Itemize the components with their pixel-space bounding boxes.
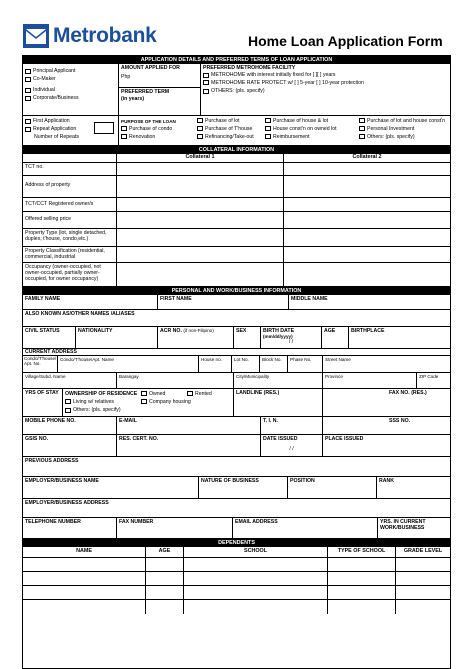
place-issued-field[interactable]: PLACE ISSUED xyxy=(325,436,364,442)
name-row xyxy=(23,295,450,310)
purpose-condo-option[interactable]: Purchase of condo xyxy=(121,126,197,132)
purpose-lot-house-construction-option[interactable]: Purchase of lot and house const'n xyxy=(359,118,445,124)
checkbox-icon[interactable] xyxy=(203,89,209,94)
dependents-header-row xyxy=(23,547,450,558)
middle-name-field[interactable]: MIDDLE NAME xyxy=(291,296,328,302)
checkbox-icon[interactable] xyxy=(197,126,203,131)
zip-code-field[interactable]: ZIP Code xyxy=(419,374,439,379)
collateral-row: Property Classification (residential, commercial, industrial xyxy=(23,247,450,263)
first-application-option[interactable]: First Application xyxy=(25,117,116,125)
collateral-1-input[interactable] xyxy=(117,198,284,211)
table-row xyxy=(23,586,450,600)
nationality-field[interactable]: NATIONALITY xyxy=(76,327,158,348)
dependent-name-input[interactable] xyxy=(23,572,146,585)
checkbox-icon[interactable] xyxy=(25,119,31,124)
repeats-input[interactable] xyxy=(94,122,114,134)
collateral-2-input[interactable] xyxy=(284,247,450,262)
term-field[interactable]: PREFERRED TERM (in years) xyxy=(121,89,170,102)
fax-field[interactable]: FAX NUMBER xyxy=(117,518,233,538)
application-count-cell xyxy=(23,116,119,145)
age-column-header: AGE xyxy=(146,547,184,557)
dependent-school-input[interactable] xyxy=(184,600,328,614)
date-issued-field[interactable]: DATE ISSUED / / xyxy=(261,435,323,456)
company-housing-option[interactable]: Company housing xyxy=(141,399,191,405)
unit-no-field[interactable]: Condo/T'house/ Apt. No. xyxy=(23,355,58,372)
purpose-renovation-option[interactable]: Renovation xyxy=(121,134,197,140)
living-with-relatives-option[interactable]: Living w/ relatives xyxy=(65,399,141,405)
purpose-lot-option[interactable]: Purchase of lot xyxy=(197,118,265,124)
dependent-school-type-input[interactable] xyxy=(328,558,396,571)
building-name-field[interactable]: Condo/T'house/Apt. Name xyxy=(58,355,199,372)
rented-option[interactable]: Rented xyxy=(187,391,212,397)
checkbox-icon[interactable] xyxy=(141,399,147,404)
sss-field[interactable]: SSS NO. xyxy=(389,418,411,424)
checkbox-icon[interactable] xyxy=(25,77,31,82)
civil-status-row xyxy=(23,327,450,349)
first-name-field[interactable]: FIRST NAME xyxy=(158,295,289,309)
fax-res-field[interactable]: FAX NO. (RES.) xyxy=(389,390,427,396)
facility-rate-protect-option[interactable]: METROHOME RATE PROTECT w/ [ ] 5-year [ ] 10-year protection xyxy=(203,79,448,86)
number-of-repeats-label: Number of Repeats xyxy=(34,134,79,140)
birth-date-field[interactable]: BIRTH DATE (mm/dd/yyyy) / / xyxy=(261,327,322,348)
purpose-investment-option[interactable]: Personal Investment xyxy=(359,126,414,132)
dependent-name-input[interactable] xyxy=(23,586,146,599)
form-title: Home Loan Application Form xyxy=(248,33,443,49)
checkbox-icon[interactable] xyxy=(187,391,193,396)
phase-no-field[interactable]: Phase No. xyxy=(288,355,323,372)
village-field[interactable]: Village/Subd. Name xyxy=(23,373,117,388)
current-address-label: CURRENT ADDRESS xyxy=(25,349,77,355)
dependent-name-input[interactable] xyxy=(23,600,146,614)
table-row xyxy=(23,600,450,614)
birthplace-field[interactable]: BIRTHPLACE xyxy=(351,328,385,334)
family-name-field[interactable]: FAMILY NAME xyxy=(23,295,158,309)
checkbox-icon[interactable] xyxy=(359,118,365,123)
principal-applicant-option[interactable]: Principal Applicant xyxy=(25,67,116,75)
collateral-row: TCT/CCT Registered owner/s xyxy=(23,198,450,212)
co-maker-option[interactable]: Co-Maker xyxy=(25,75,116,83)
previous-address-field[interactable]: PREVIOUS ADDRESS xyxy=(25,458,79,464)
alias-field[interactable]: ALSO KNOWN AS/OTHER NAMES /ALIASES xyxy=(25,311,135,317)
checkbox-icon[interactable] xyxy=(65,408,71,413)
dependents-bar: DEPENDENTS xyxy=(23,539,450,547)
dependent-name-input[interactable] xyxy=(23,558,146,571)
mobile-phone-field[interactable]: MOBILE PHONE NO. xyxy=(23,417,117,434)
facility-fixed-option[interactable]: METROHOME with interest initially fixed for [ ][ ] years xyxy=(203,71,448,79)
landline-field[interactable]: LANDLINE (RES.) xyxy=(234,389,323,416)
checkbox-icon[interactable] xyxy=(265,118,271,123)
checkbox-icon[interactable] xyxy=(265,126,271,131)
tin-field[interactable]: T. I. N. xyxy=(261,417,323,434)
collateral-1-input[interactable] xyxy=(117,212,284,228)
collateral-2-header: Collateral 2 xyxy=(352,154,382,160)
table-row xyxy=(23,558,450,572)
owned-option[interactable]: Owned xyxy=(141,391,187,397)
facility-cell xyxy=(201,64,450,115)
purpose-house-construction-option[interactable]: House const'n on owned lot xyxy=(265,126,359,132)
metrobank-logo xyxy=(22,22,156,50)
individual-option[interactable]: Individual xyxy=(25,86,116,94)
facility-options: PREFERRED METROHOME FACILITY METROHOME with interest initially fixed for [ ][ ] years METROHOME RATE PROTECT w/ [ ] 5-year [ ] 10-year protection xyxy=(201,64,450,86)
work-contact-row xyxy=(23,518,450,539)
collateral-row: Occupancy (owner-occupied, not owner-occupied, partially owner-occupied, for owner occupancy) xyxy=(23,263,450,287)
years-current-work-field[interactable]: YRS. IN CURRENT WORK/BUSINESS xyxy=(380,519,426,531)
amount-field[interactable]: AMOUNT APPLIED FOR Php xyxy=(119,64,200,88)
collateral-1-input[interactable] xyxy=(117,163,284,175)
rank-field[interactable]: RANK xyxy=(379,478,394,484)
checkbox-icon[interactable] xyxy=(25,69,31,74)
barangay-field[interactable]: Barangay xyxy=(117,373,234,388)
purpose-reimbursement-option[interactable]: Reimbursement xyxy=(265,134,359,140)
grade-level-column-header: GRADE LEVEL xyxy=(403,548,443,554)
purpose-townhouse-option[interactable]: Purchase of T'house xyxy=(197,126,265,132)
collateral-header-row xyxy=(23,154,450,163)
checkbox-icon[interactable] xyxy=(203,73,209,78)
dependent-grade-input[interactable] xyxy=(396,586,450,599)
collateral-1-header: Collateral 1 xyxy=(117,154,284,162)
name-column-header: NAME xyxy=(23,547,146,557)
corporate-option[interactable]: Corporate/Business xyxy=(25,94,116,102)
sex-field[interactable]: SEX xyxy=(234,327,261,348)
school-type-column-header: TYPE OF SCHOOL xyxy=(328,547,396,557)
collateral-1-input[interactable] xyxy=(117,247,284,262)
alias-row xyxy=(23,310,450,327)
collateral-2-input[interactable] xyxy=(284,163,450,175)
dependent-school-type-input[interactable] xyxy=(328,600,396,614)
civil-status-field[interactable]: CIVIL STATUS xyxy=(23,327,76,348)
purpose-house-lot-option[interactable]: Purchase of house & lot xyxy=(265,118,359,124)
years-of-stay-field[interactable]: YRS OF STAY xyxy=(23,389,63,416)
application-details-bar: APPLICATION DETAILS AND PREFERRED TERMS OF LOAN APPLICATION xyxy=(23,56,450,64)
collateral-row: Address of property xyxy=(23,176,450,198)
position-field[interactable]: POSITION xyxy=(288,477,377,498)
checkbox-icon[interactable] xyxy=(265,134,271,139)
purpose-others-option[interactable]: Others: (pls. specify) xyxy=(359,134,415,140)
res-cert-field[interactable]: RES. CERT. NO. xyxy=(117,435,261,456)
street-name-field[interactable]: Street Name xyxy=(323,355,450,372)
personal-info-bar: PERSONAL AND WORK/BUSINESS INFORMATION xyxy=(23,287,450,295)
dependent-age-input[interactable] xyxy=(146,558,184,571)
age-field[interactable]: AGE xyxy=(322,327,349,348)
gsis-field[interactable]: GSIS NO. xyxy=(23,435,117,456)
collateral-2-input[interactable] xyxy=(284,198,450,211)
email-field[interactable]: E-MAIL xyxy=(117,417,261,434)
dependent-school-input[interactable] xyxy=(184,586,328,599)
facility-others-field[interactable]: OTHERS: (pls. specify) xyxy=(201,86,450,96)
employer-address-field[interactable]: EMPLOYER/BUSINESS ADDRESS xyxy=(25,500,109,506)
dependent-grade-input[interactable] xyxy=(396,558,450,571)
employer-name-field[interactable]: EMPLOYER/BUSINESS NAME xyxy=(23,477,199,498)
dependent-school-input[interactable] xyxy=(184,572,328,585)
purpose-label: PURPOSE OF THE LOAN xyxy=(121,118,176,124)
collateral-bar: COLLATERAL INFORMATION xyxy=(23,146,450,154)
city-field[interactable]: City/Municipality xyxy=(234,373,323,388)
checkbox-icon[interactable] xyxy=(121,126,127,131)
checkbox-icon[interactable] xyxy=(197,134,203,139)
employer-address-row xyxy=(23,499,450,518)
dependent-school-type-input[interactable] xyxy=(328,586,396,599)
checkbox-icon[interactable] xyxy=(197,118,203,123)
brand-name: Metrobank xyxy=(53,24,157,47)
telephone-field[interactable]: TELEPHONE NUMBER xyxy=(23,518,117,538)
dependent-grade-input[interactable] xyxy=(396,600,450,614)
checkbox-icon[interactable] xyxy=(121,134,127,139)
employer-row xyxy=(23,477,450,499)
id-row xyxy=(23,435,450,457)
house-no-field[interactable]: House no. xyxy=(199,355,232,372)
dependent-school-input[interactable] xyxy=(184,558,328,571)
collateral-row: Offered selling price xyxy=(23,212,450,229)
address-row-1 xyxy=(23,355,450,373)
repeat-application-option[interactable]: Repeat Application xyxy=(25,125,116,133)
block-no-field[interactable]: Block No. xyxy=(260,355,288,372)
previous-address-row xyxy=(23,457,450,477)
ownership-cell: OWNERSHIP OF RESIDENCE Owned Rented Living w/ relatives Company housing Others: (pls. specify) xyxy=(63,389,234,416)
dependent-age-input[interactable] xyxy=(146,572,184,585)
contact-row xyxy=(23,417,450,435)
purpose-refinancing-option[interactable]: Refinancing/Take-out xyxy=(197,134,265,140)
table-row xyxy=(23,572,450,586)
application-form xyxy=(22,55,451,669)
checkbox-icon[interactable] xyxy=(359,134,365,139)
residence-row xyxy=(23,389,450,417)
checkbox-icon[interactable] xyxy=(65,399,71,404)
applicant-type-row xyxy=(23,64,450,116)
metrobank-logo-icon xyxy=(22,23,50,49)
nature-of-business-field[interactable]: NATURE OF BUSINESS xyxy=(199,477,288,498)
acr-field[interactable]: ACR NO. (if non-Filipino) xyxy=(158,327,234,348)
ownership-others-option[interactable]: Others: (pls. specify) xyxy=(65,406,231,414)
school-column-header: SCHOOL xyxy=(184,547,328,557)
collateral-row: Property Type (lot, single detached, duplex, t'house, condo,etc.) xyxy=(23,229,450,247)
collateral-1-input[interactable] xyxy=(117,263,284,286)
checkbox-icon[interactable] xyxy=(141,391,147,396)
address-row-2 xyxy=(23,373,450,389)
checkbox-icon[interactable] xyxy=(359,126,365,131)
dependent-age-input[interactable] xyxy=(146,600,184,614)
collateral-2-input[interactable] xyxy=(284,212,450,228)
collateral-2-input[interactable] xyxy=(284,176,450,197)
email-address-field[interactable]: EMAIL ADDRESS xyxy=(233,518,378,538)
collateral-1-input[interactable] xyxy=(117,229,284,246)
dependent-age-input[interactable] xyxy=(146,586,184,599)
collateral-row: TCT no. xyxy=(23,163,450,176)
purpose-row xyxy=(23,116,450,146)
collateral-2-input[interactable] xyxy=(284,263,450,286)
checkbox-icon[interactable] xyxy=(25,127,31,132)
checkbox-icon[interactable] xyxy=(25,96,31,101)
checkbox-icon[interactable] xyxy=(25,88,31,93)
dependent-grade-input[interactable] xyxy=(396,572,450,585)
collateral-2-input[interactable] xyxy=(284,229,450,246)
province-field[interactable]: Province xyxy=(323,373,417,388)
lot-no-field[interactable]: Lot No. xyxy=(232,355,260,372)
amount-term-cell xyxy=(119,64,201,115)
dependent-school-type-input[interactable] xyxy=(328,572,396,585)
checkbox-icon[interactable] xyxy=(203,80,209,85)
purpose-cell xyxy=(119,116,450,145)
collateral-1-input[interactable] xyxy=(117,176,284,197)
applicant-type-cell xyxy=(23,64,119,115)
